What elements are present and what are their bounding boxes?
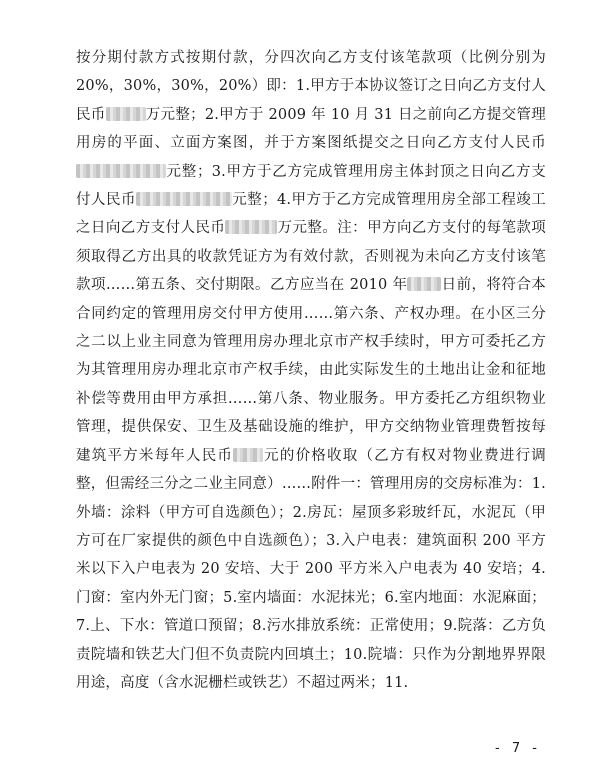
redacted-date [407, 277, 441, 291]
text-segment-7: 元的价格收取（乙方有权对物业费进行调整，但需经三分之二业主同意）……附件一：管理用房的交房标准为：1.外墙：涂料（甲方可自选颜色）；2.房瓦：屋顶多彩玻纤瓦，水泥瓦（甲方可在厂家提供的颜色中自选颜色）；3.入户电表：建筑面积 200 平方米以下入户电表为 20 安培、大于 200 平方米入户电表为 40 安培；4.门窗：室内外无门窗；5.室内墙面：水泥抹光；6.室内地面：水泥麻面；7.上、下水：管道口预留；8.污水排放系统：正常使用；9.院落：乙方负责院墙和铁艺大门但不负责院内回填土；10.院墙：只作为分割地界界限用途，高度（含水泥栅栏或铁艺）不超过两米；11. [76, 447, 546, 691]
text-segment-5: 万元整。注：甲方向乙方支付的每笔款项须取得乙方出具的收款凭证方为有效付款，否则视为未向乙方支付该笔款项……第五条、交付期限。乙方应当在 2010 年 [76, 220, 547, 294]
text-segment-4: 元整；4.甲方于乙方完成管理用房全部工程竣工之日向乙方支付人民币 [76, 192, 546, 237]
redacted-amount-1 [106, 107, 146, 121]
redacted-amount-4 [225, 220, 277, 234]
text-segment-2: 万元整；2.甲方于 2009 年 10 月 31 日之前向乙方提交管理用房的平面、立面方案图，并于方案图纸提交之日向乙方支付人民币 [76, 106, 546, 152]
contract-body-text [76, 44, 546, 697]
redacted-amount-2 [76, 164, 166, 178]
text-segment-3: 元整；3.甲方于乙方完成管理用房主体封顶之日向乙方支付人民币 [76, 163, 546, 209]
redacted-amount-3 [136, 192, 232, 206]
page-number: - 7 - [495, 741, 541, 756]
text-segment-1: 按分期付款方式按期付款，分四次向乙方支付该笔款项（比例分别为20%，30%，30%，20%）即：1.甲方于本协议签订之日向乙方支付人民币 [76, 50, 546, 123]
text-segment-6: 日前，将符合本合同约定的管理用房交付甲方使用……第六条、产权办理。在小区三分之二以上业主同意为管理用房办理北京市产权手续时，甲方可委托乙方为其管理用房办理北京市产权手续，由此实际发生的土地出让金和征地补偿等费用由甲方承担……第八条、物业服务。甲方委托乙方组织物业管理，提供保安、卫生及基础设施的维护，甲方交纳物业管理费暂按每建筑平方米每年人民币 [76, 277, 546, 464]
redacted-fee [233, 448, 263, 462]
